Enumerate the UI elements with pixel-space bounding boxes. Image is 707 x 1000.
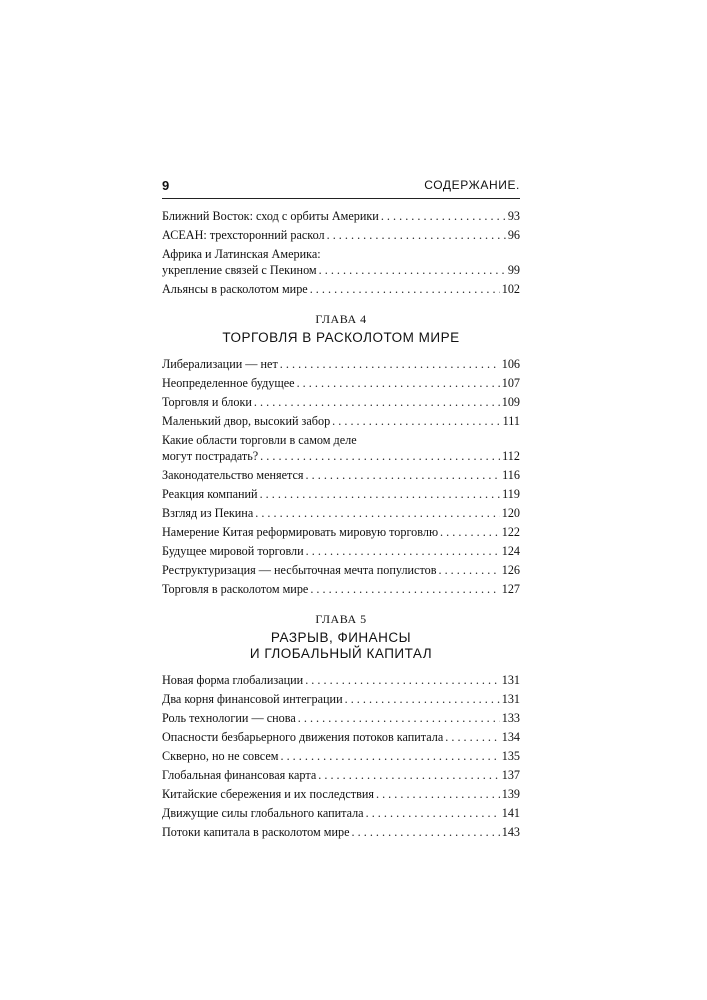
chapter-title: ТОРГОВЛЯ В РАСКОЛОТОМ МИРЕ (222, 330, 460, 345)
toc-page-ref: 135 (501, 749, 520, 763)
toc-page-ref: 96 (507, 228, 520, 242)
toc-page-ref: 116 (502, 468, 520, 482)
chapter-title-line-1: РАЗРЫВ, ФИНАНСЫ (270, 630, 412, 645)
toc-entry[interactable]: Движущие силы глобального капитала . . . 141 (162, 805, 520, 821)
chapter-label: ГЛАВА 4 (315, 312, 367, 326)
toc-entry[interactable]: АСЕАН: трехсторонний раскол . . . 96 (162, 227, 520, 243)
toc-page-ref: 99 (507, 263, 520, 277)
toc-page-ref: 112 (502, 449, 520, 463)
toc-entry[interactable]: Альянсы в расколотом мире . . . 102 (162, 281, 520, 297)
toc-page-ref: 143 (501, 825, 520, 839)
toc-page-ref: 131 (501, 692, 520, 706)
toc-entry[interactable]: Ближний Восток: сход с орбиты Америки . . . 93 (162, 208, 520, 224)
toc-entry[interactable]: Новая форма глобализации . . . 131 (162, 672, 520, 688)
chapter-label: ГЛАВА 5 (315, 612, 367, 626)
toc-entry[interactable]: Опасности безбарьерного движения потоков капитала . . . 134 (162, 729, 520, 745)
toc-page (162, 176, 520, 843)
toc-entry[interactable]: Африка и Латинская Америка: укрепление связей с Пекином . . . 99 (162, 246, 520, 278)
toc-entry[interactable]: Законодательство меняется . . . 116 (162, 467, 520, 483)
toc-entry[interactable]: Будущее мировой торговли . . . 124 (162, 543, 520, 559)
toc-page-ref: 109 (501, 395, 520, 409)
toc-page-ref: 93 (507, 209, 520, 223)
toc-page-ref: 131 (501, 673, 520, 687)
toc-page-ref: 102 (501, 282, 520, 296)
page-number: 9 (162, 178, 170, 193)
toc-entry[interactable]: Взгляд из Пекина . . . 120 (162, 505, 520, 521)
toc-page-ref: 139 (501, 787, 520, 801)
chapter-heading (162, 611, 520, 662)
toc-page-ref: 127 (501, 582, 520, 596)
toc-entry[interactable]: Потоки капитала в расколотом мире . . . 143 (162, 824, 520, 840)
running-title: СОДЕРЖАНИЕ. (424, 178, 520, 192)
toc-section-intro (162, 208, 520, 297)
toc-chapter-4 (162, 356, 520, 597)
toc-entry[interactable]: Торговля и блоки . . . 109 (162, 394, 520, 410)
chapter-title-line-2: И ГЛОБАЛЬНЫЙ КАПИТАЛ (249, 646, 433, 661)
toc-page-ref: 137 (501, 768, 520, 782)
toc-page-ref: 107 (501, 376, 520, 390)
toc-entry[interactable]: Два корня финансовой интеграции . . . 131 (162, 691, 520, 707)
toc-entry[interactable]: Китайские сбережения и их последствия . . . 139 (162, 786, 520, 802)
toc-page-ref: 122 (501, 525, 520, 539)
toc-entry[interactable]: Реакция компаний . . . 119 (162, 486, 520, 502)
toc-page-ref: 111 (502, 414, 520, 428)
toc-page-ref: 126 (501, 563, 520, 577)
toc-entry[interactable]: Торговля в расколотом мире . . . 127 (162, 581, 520, 597)
toc-page-ref: 124 (501, 544, 520, 558)
toc-entry[interactable]: Намерение Китая реформировать мировую торговлю . . . 122 (162, 524, 520, 540)
toc-entry[interactable]: Либерализации — нет . . . 106 (162, 356, 520, 372)
toc-entry[interactable]: Какие области торговли в самом деле могут пострадать? . . . 112 (162, 432, 520, 464)
toc-page-ref: 106 (501, 357, 520, 371)
toc-entry[interactable]: Скверно, но не совсем . . . 135 (162, 748, 520, 764)
page-header (162, 176, 520, 199)
toc-entry[interactable]: Роль технологии — снова . . . 133 (162, 710, 520, 726)
toc-entry[interactable]: Реструктуризация — несбыточная мечта популистов . . . 126 (162, 562, 520, 578)
toc-page-ref: 133 (501, 711, 520, 725)
chapter-heading (162, 311, 520, 346)
toc-entry[interactable]: Неопределенное будущее . . . 107 (162, 375, 520, 391)
toc-chapter-5 (162, 672, 520, 840)
toc-page-ref: 119 (502, 487, 520, 501)
toc-page-ref: 141 (501, 806, 520, 820)
toc-page-ref: 120 (501, 506, 520, 520)
toc-page-ref: 134 (501, 730, 520, 744)
toc-entry[interactable]: Маленький двор, высокий забор . . . 111 (162, 413, 520, 429)
toc-entry[interactable]: Глобальная финансовая карта . . . 137 (162, 767, 520, 783)
